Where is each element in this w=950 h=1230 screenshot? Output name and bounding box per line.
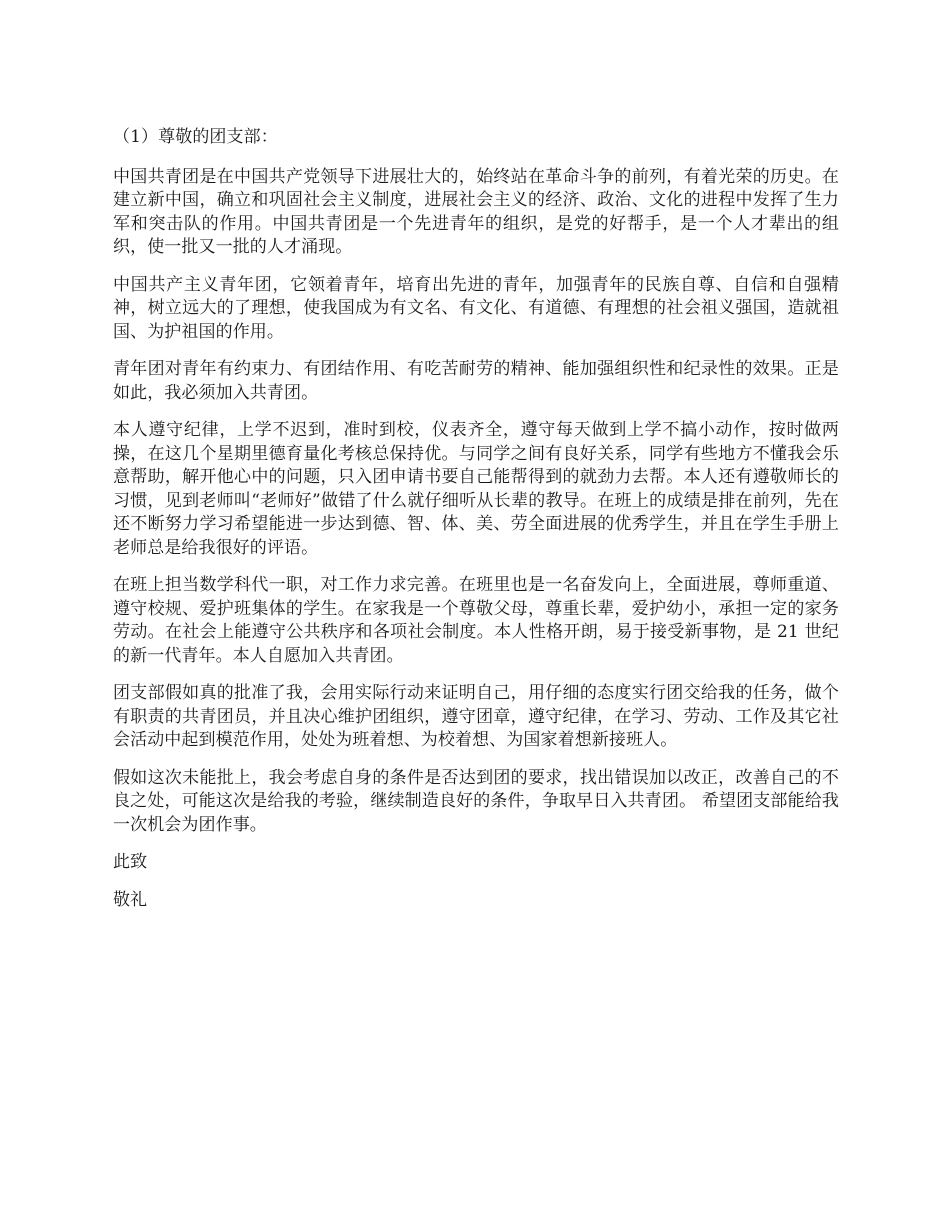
closing-salute: 敬礼 bbox=[113, 889, 148, 910]
paragraph-5: 在班上担当数学科代一职，对工作力求完善。在班里也是一名奋发向上，全面进展，尊师重道、遵守校规、爱护班集体的学生。在家我是一个尊敬父母，尊重长辈，爱护幼小，承担一定的家务劳动。在社会上能遵守公共秩序和各项社会制度。本人性格开朗，易于接受新事物，是 21 世纪的新一代青年。本人自愿加入共青团。 bbox=[113, 575, 839, 666]
closing-greeting: 此致 bbox=[113, 852, 148, 872]
document-body bbox=[113, 126, 839, 926]
paragraph-7: 假如这次未能批上，我会考虑自身的条件是否达到团的要求，找出错误加以改正，改善自己的不良之处，可能这次是给我的考验，继续制造良好的条件，争取早日入共青团。 希望团支部能给我一次机会为团作事。 bbox=[113, 767, 839, 835]
paragraph-3: 青年团对青年有约束力、有团结作用、有吃苦耐劳的精神、能加强组织性和纪录性的效果。正是如此，我必须加入共青团。 bbox=[113, 359, 839, 403]
paragraph-4: 本人遵守纪律，上学不迟到，准时到校，仪表齐全，遵守每天做到上学不搞小动作，按时做两操，在这几个星期里德育量化考核总保持优。与同学之间有良好关系，同学有些地方不懂我会乐意帮助，解开他心中的问题，只入团申请书要自己能帮得到的就劲力去帮。本人还有遵敬师长的习惯，见到老师叫“老师好”做错了什么就仔细听从长辈的教导。在班上的成绩是排在前列，先在还不断努力学习希望能进一步达到德、智、体、美、劳全面进展的优秀学生，并且在学生手册上老师总是给我很好的评语。 bbox=[113, 420, 839, 558]
salutation: （1）尊敬的团支部： bbox=[113, 127, 278, 147]
paragraph-2: 中国共产主义青年团，它领着青年，培育出先进的青年，加强青年的民族自尊、自信和自强精神，树立远大的了理想，使我国成为有文名、有文化、有道德、有理想的社会祖义强国，造就祖国、为护祖国的作用。 bbox=[113, 274, 839, 342]
paragraph-1: 中国共青团是在中国共产党领导下进展壮大的，始终站在革命斗争的前列，有着光荣的历史。在建立新中国，确立和巩固社会主义制度，进展社会主义的经济、政治、文化的进程中发挥了生力军和突击队的作用。中国共青团是一个先进青年的组织，是党的好帮手，是一个人才辈出的组织，使一批又一批的人才涌现。 bbox=[113, 166, 839, 257]
paragraph-6: 团支部假如真的批准了我，会用实际行动来证明自己，用仔细的态度实行团交给我的任务，做个有职责的共青团员，并且决心维护团组织，遵守团章，遵守纪律，在学习、劳动、工作及其它社会活动中起到模范作用，处处为班着想、为校着想、为国家着想新接班人。 bbox=[113, 683, 839, 750]
